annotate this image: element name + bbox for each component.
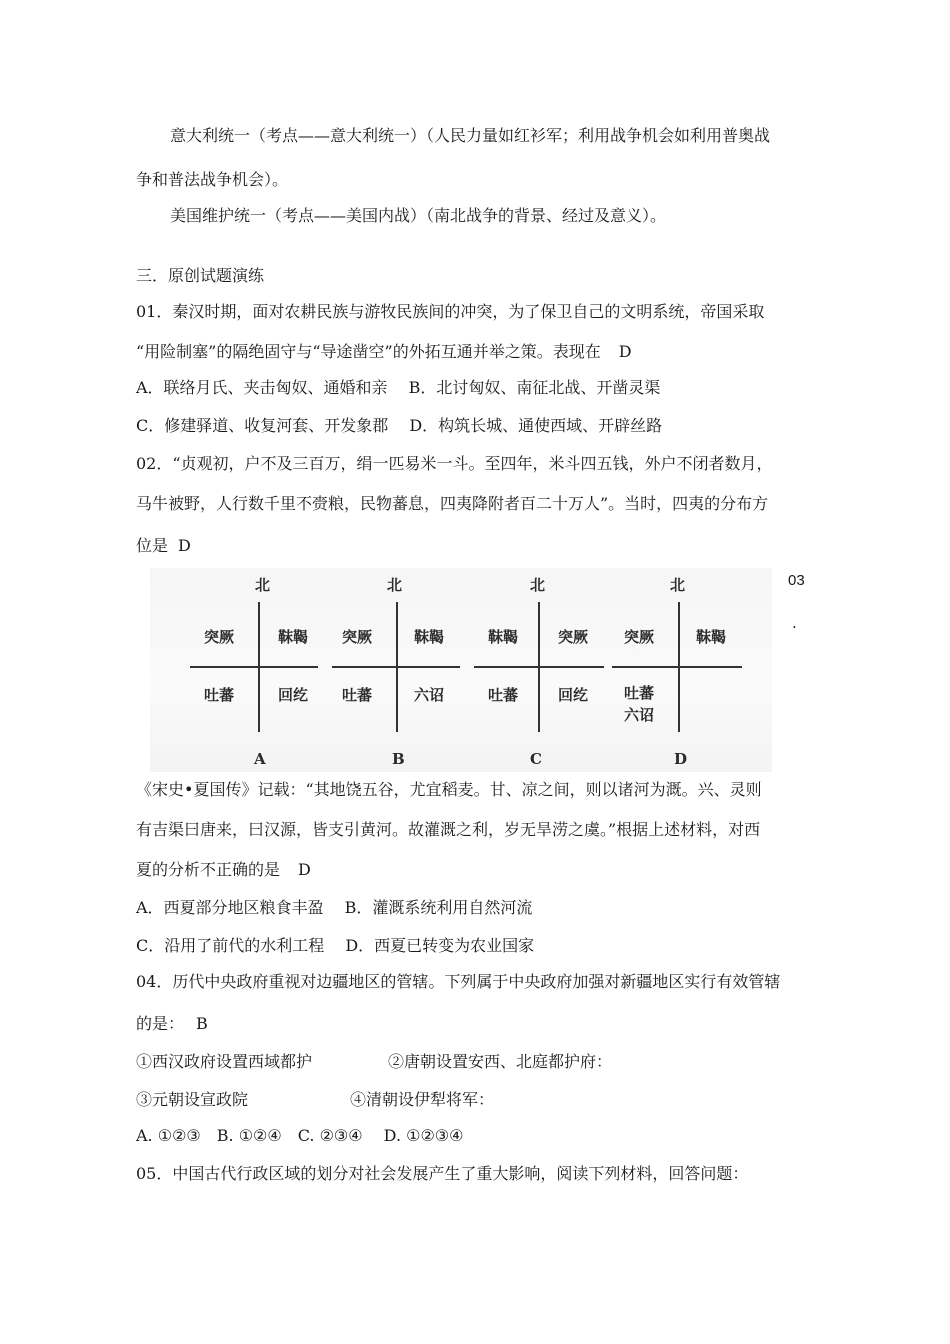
compass-panel-a <box>190 568 340 772</box>
question-4-answer: B <box>196 1014 208 1033</box>
question-1-answer: D <box>618 342 632 361</box>
region-label: 靺鞨 <box>278 628 309 646</box>
question-3-stem-text: 夏的分析不正确的是 <box>136 860 281 879</box>
question-4-item: ③元朝设宣政院 <box>136 1090 249 1109</box>
question-3-dot: . <box>792 614 797 632</box>
question-1-stem-text: “用险制塞”的隔绝固守与“导途凿空”的外拓互通并举之策。表现在 <box>136 342 601 361</box>
question-1-stem <box>136 342 632 362</box>
text-line: 意大利统一（考点——意大利统一）（人民力量如红衫军；利用战争机会如利用普奥战 <box>170 126 771 145</box>
horizontal-axis <box>474 666 604 668</box>
region-label: 吐蕃 六诏 <box>624 684 655 724</box>
question-1-stem: 01．秦汉时期，面对农耕民族与游牧民族间的冲突，为了保卫自己的文明系统，帝国采取 <box>136 302 765 321</box>
question-3-options: C．沿用了前代的水利工程 D．西夏已转变为农业国家 <box>136 936 535 955</box>
region-label: 吐蕃 <box>488 686 519 704</box>
north-label: 北 <box>670 576 686 594</box>
region-label: 吐蕃 <box>342 686 373 704</box>
region-label: 突厥 <box>204 628 235 646</box>
region-label: 吐蕃 <box>204 686 235 704</box>
horizontal-axis <box>612 666 742 668</box>
compass-panel-b <box>332 568 482 772</box>
option-label: A <box>254 750 266 768</box>
question-2-stem: 02．“贞观初，户不及三百万，绢一匹易米一斗。至四年，米斗四五钱，外户不闭者数月， <box>136 454 773 473</box>
question-4-options: A. ①②③ B. ①②④ C. ②③④ D. ①②③④ <box>136 1126 464 1145</box>
region-label: 六诏 <box>414 686 445 704</box>
region-label: 回纥 <box>278 686 309 704</box>
question-4-item: ②唐朝设置安西、北庭都护府： <box>388 1052 613 1071</box>
region-label: 突厥 <box>624 628 655 646</box>
horizontal-axis <box>190 666 318 668</box>
north-label: 北 <box>530 576 546 594</box>
question-3-stem <box>136 860 311 880</box>
question-4-item: ④清朝设伊犁将军： <box>350 1090 495 1109</box>
region-label: 靺鞨 <box>414 628 445 646</box>
question-1-options: C．修建驿道、收复河套、开发象郡 D．构筑长城、通使西域、开辟丝路 <box>136 416 663 435</box>
option-label: D <box>674 750 688 768</box>
question-3-answer: D <box>298 860 311 879</box>
region-label: 靺鞨 <box>696 628 727 646</box>
question-3-options: A．西夏部分地区粮食丰盈 B．灌溉系统利用自然河流 <box>136 898 533 917</box>
text-line: 美国维护统一（考点——美国内战）（南北战争的背景、经过及意义）。 <box>170 206 667 225</box>
section-heading: 三．原创试题演练 <box>136 266 265 285</box>
question-4-stem <box>136 1014 208 1034</box>
compass-panel-d <box>612 568 762 772</box>
text-line: 争和普法战争机会）。 <box>136 170 289 189</box>
question-4-stem: 04．历代中央政府重视对边疆地区的管辖。下列属于中央政府加强对新疆地区实行有效管辖 <box>136 972 781 991</box>
question-3-number: 03 <box>788 572 805 589</box>
question-2-stem: 马牛被野，人行数千里不赍粮，民物蕃息，四夷降附者百二十万人”。当时，四夷的分布方 <box>136 494 769 513</box>
option-label: B <box>392 750 405 768</box>
north-label: 北 <box>255 576 271 594</box>
compass-panel-c <box>474 568 624 772</box>
question-2-answer: D <box>178 536 191 555</box>
region-label: 靺鞨 <box>488 628 519 646</box>
question-4-stem-text: 的是： <box>136 1014 185 1033</box>
question-1-options: A．联络月氏、夹击匈奴、通婚和亲 B．北讨匈奴、南征北战、开凿灵渠 <box>136 378 661 397</box>
question-2-stem-text: 位是 <box>136 536 169 555</box>
question-5-stem: 05．中国古代行政区域的划分对社会发展产生了重大影响，阅读下列材料，回答问题： <box>136 1164 749 1183</box>
region-label: 突厥 <box>342 628 373 646</box>
question-3-stem: 《宋史•夏国传》记载：“其地饶五谷，尤宜稻麦。甘、凉之间，则以诸河为溉。兴、灵则 <box>136 780 762 799</box>
horizontal-axis <box>332 666 460 668</box>
orientation-diagram <box>150 568 772 772</box>
region-label: 突厥 <box>558 628 589 646</box>
question-2-stem <box>136 536 191 556</box>
region-label: 回纥 <box>558 686 589 704</box>
question-3-stem: 有吉渠曰唐来，曰汉源，皆支引黄河。故灌溉之利，岁无旱涝之虞。”根据上述材料，对西 <box>136 820 761 839</box>
question-4-item: ①西汉政府设置西域都护 <box>136 1052 313 1071</box>
option-label: C <box>530 750 542 768</box>
north-label: 北 <box>387 576 403 594</box>
